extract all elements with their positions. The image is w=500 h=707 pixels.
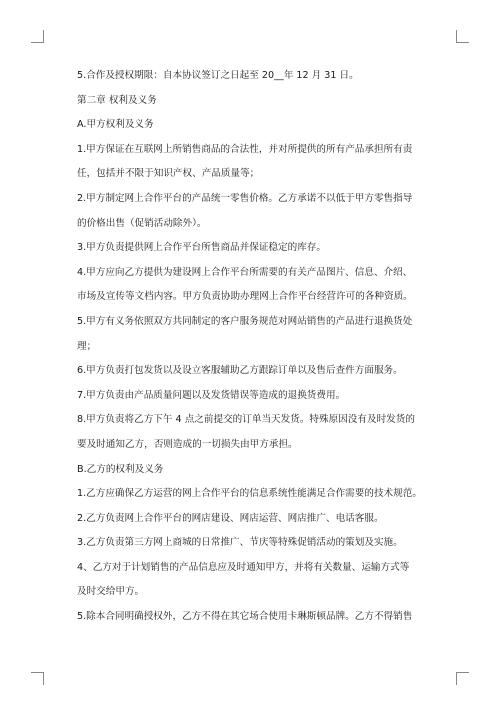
- party-b-item-5: 5.除本合同明确授权外，乙方不得在其它场合使用卡琳斯顿品牌。乙方不得销售: [77, 611, 413, 623]
- party-b-item-2: 2.乙方负责网上合作平台的网店建设、网店运营、网店推广、电话客服。: [77, 512, 384, 524]
- crop-mark-top-right: [456, 30, 469, 43]
- party-a-item-4: 4.甲方应向乙方提供为建设网上合作平台所需要的有关产品图片、信息、介绍、: [77, 266, 413, 278]
- party-b-item-3: 3.乙方负责第三方网上商城的日常推广、节庆等特殊促销活动的策划及实施。: [77, 537, 403, 549]
- party-a-item-4-cont: 市场及宣传等文档内容。甲方负责协助办理网上合作平台经营许可的各种资质。: [77, 291, 413, 303]
- party-a-item-6: 6.甲方负责打包发货以及设立客服辅助乙方跟踪订单以及售后查件方面服务。: [77, 365, 403, 377]
- party-a-item-7: 7.甲方负责由产品质量问题以及发货错误等造成的退换货费用。: [77, 389, 346, 401]
- party-b-item-1: 1.乙方应确保乙方运营的网上合作平台的信息系统性能满足合作需要的技术规范。: [77, 488, 422, 500]
- document-body: [77, 64, 432, 630]
- party-a-item-1-cont: 任，包括并不限于知识产权、产品质量等；: [77, 168, 260, 180]
- party-a-item-2: 2.甲方制定网上合作平台的产品统一零售价格。乙方承诺不以低于甲方零售指导: [77, 192, 413, 204]
- party-b-item-4-cont: 及时交给甲方。: [77, 586, 145, 598]
- party-b-item-4: 4、乙方对于计划销售的产品信息应及时通知甲方，并将有关数量、运输方式等: [77, 561, 410, 573]
- party-a-item-5: 5.甲方有义务依照双方共同制定的客户服务规范对网站销售的产品进行退换货处: [77, 315, 413, 327]
- party-a-item-8-cont: 要及时通知乙方，否则造成的一切损失由甲方承担。: [77, 438, 298, 450]
- chapter-heading: 第二章 权利及义务: [77, 94, 157, 106]
- section-heading-a: A.甲方权利及义务: [77, 119, 154, 131]
- term-clause: 5.合作及授权期限：自本协议签订之日起至 20__年 12 月 31 日。: [77, 70, 359, 81]
- party-a-item-2-cont: 的价格出售（促销活动除外）。: [77, 217, 207, 229]
- crop-mark-top-left: [31, 30, 44, 43]
- crop-mark-bottom-left: [31, 672, 44, 685]
- party-a-item-5-cont: 理；: [77, 340, 97, 352]
- crop-mark-bottom-right: [456, 672, 469, 685]
- section-heading-b: B.乙方的权利及义务: [77, 463, 164, 475]
- party-a-item-1: 1.甲方保证在互联网上所销售商品的合法性，并对所提供的所有产品承担所有责: [77, 143, 413, 155]
- party-a-item-8: 8.甲方负责将乙方下午 4 点之前提交的订单当天发货。特殊原因没有及时发货的: [77, 414, 415, 426]
- party-a-item-3: 3.甲方负责提供网上合作平台所售商品并保证稳定的库存。: [77, 242, 326, 254]
